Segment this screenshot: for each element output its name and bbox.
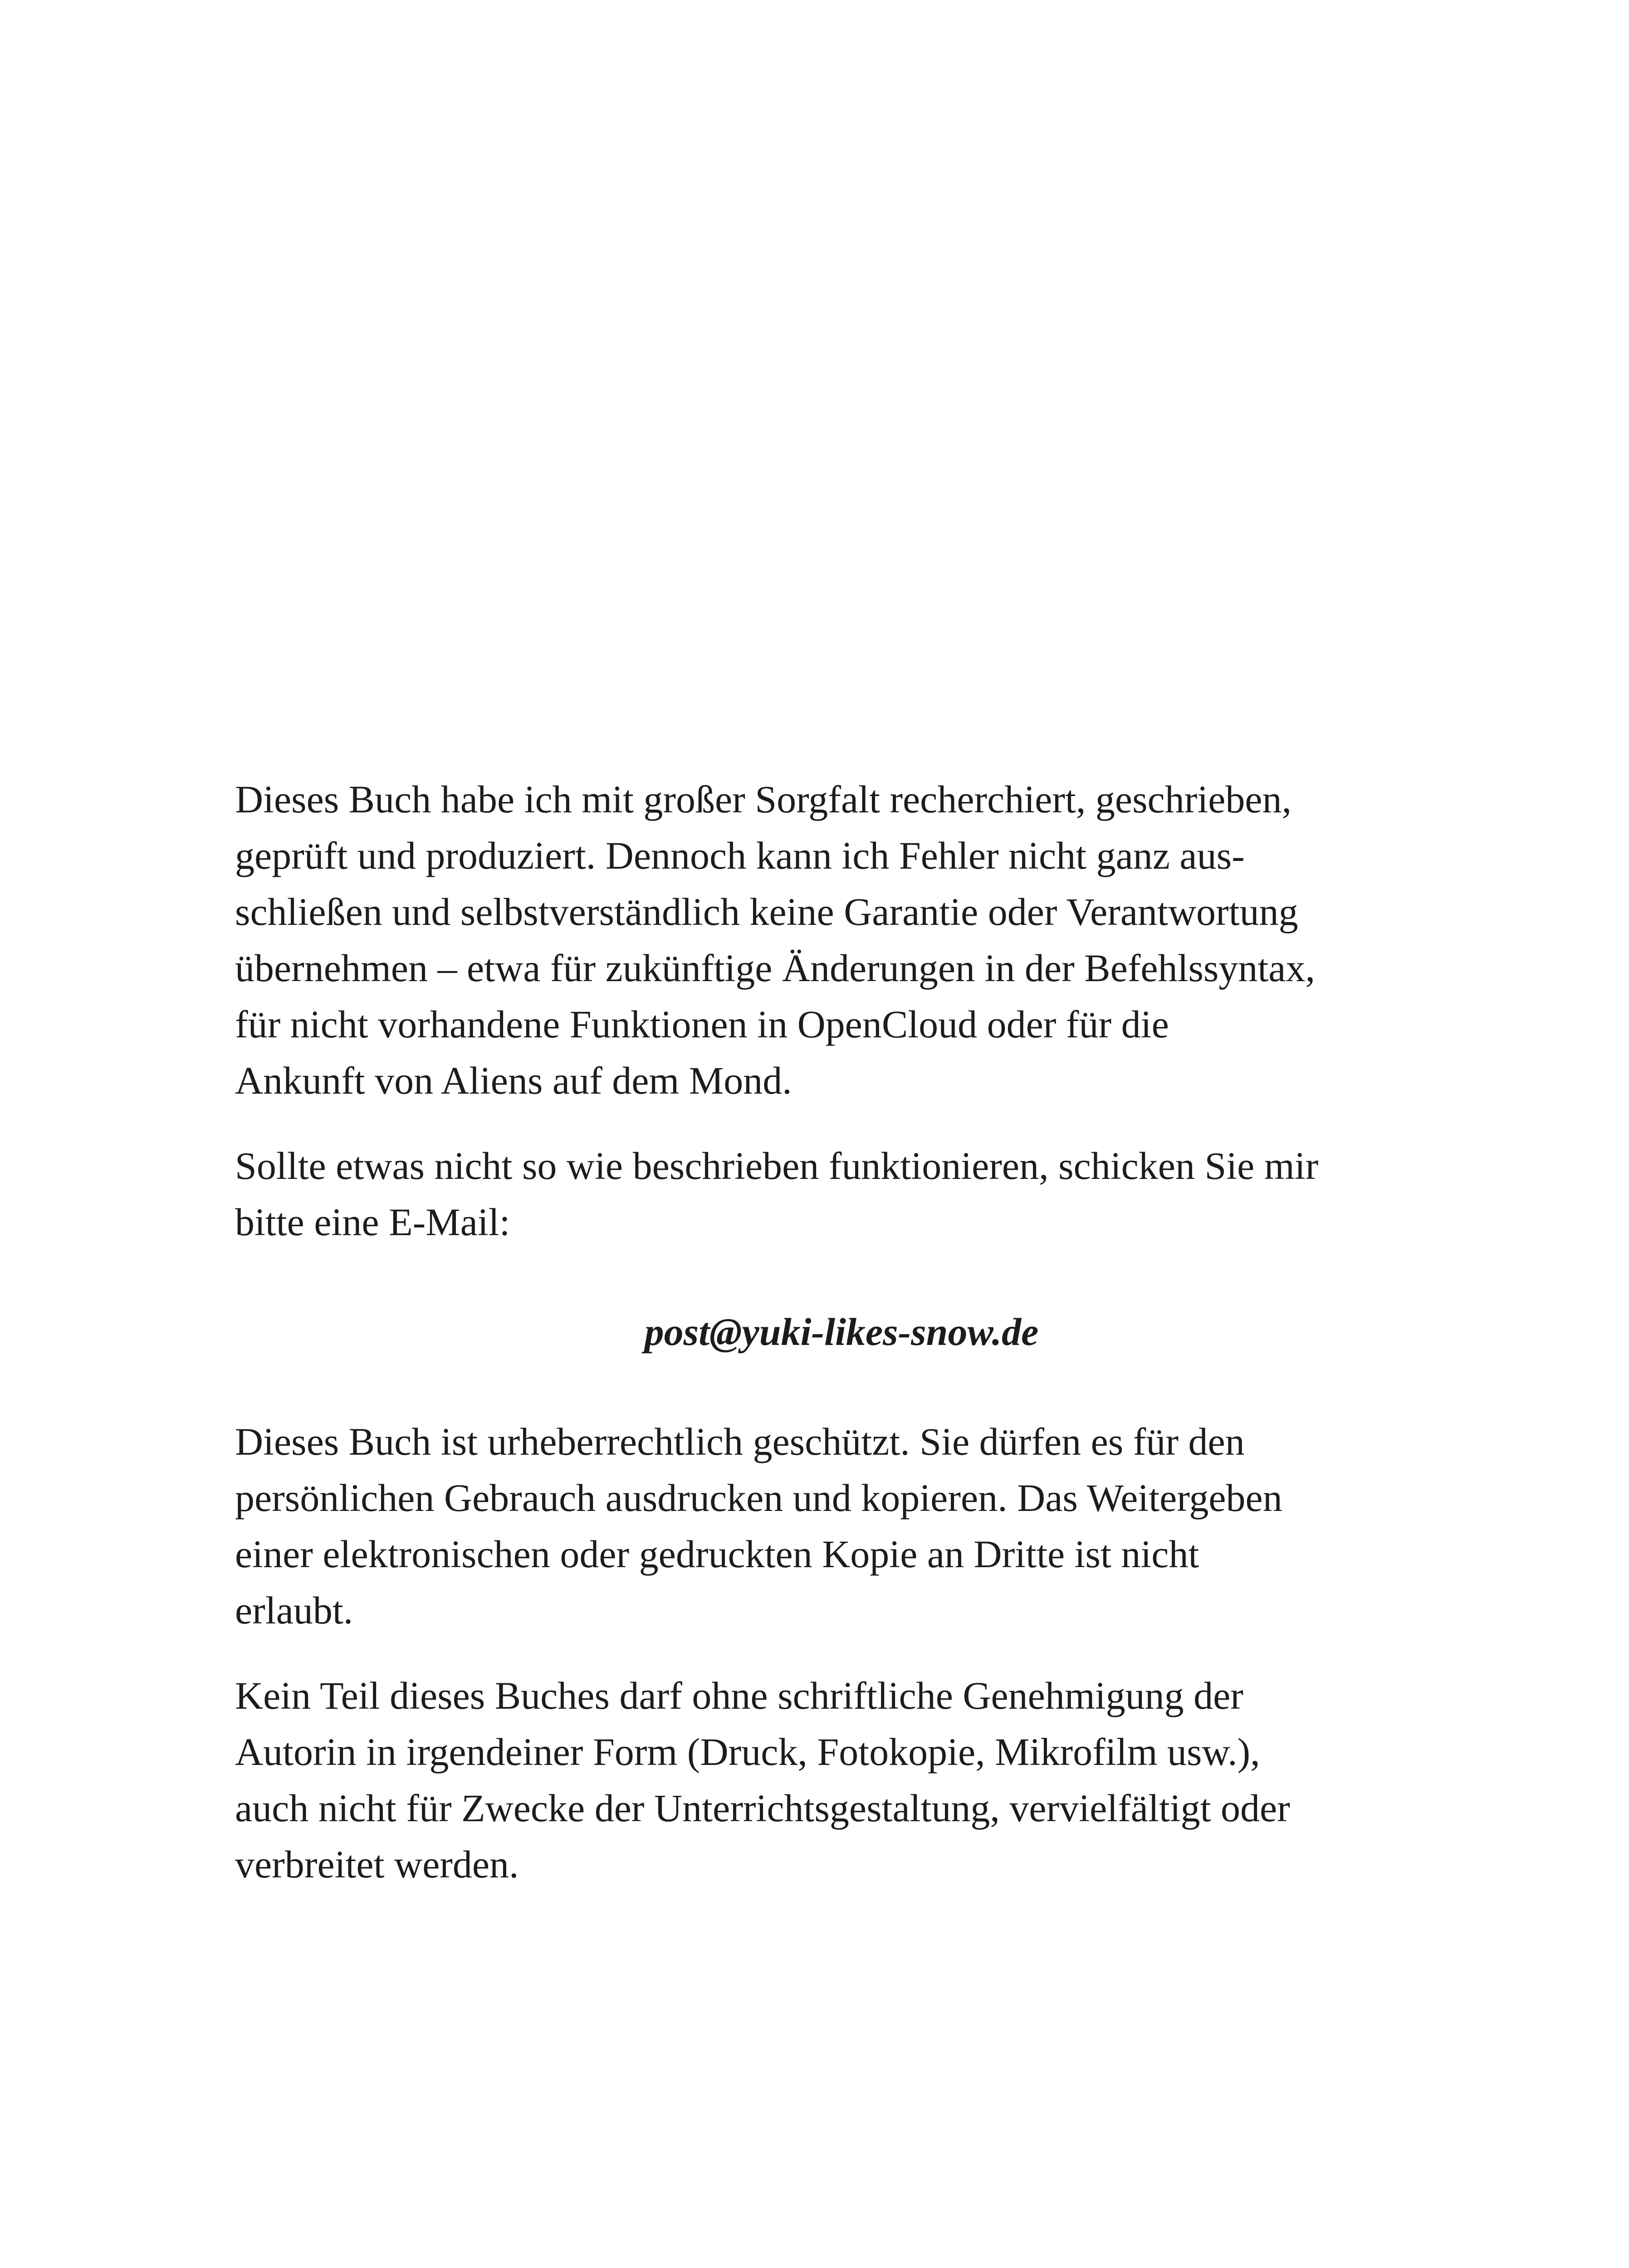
contact-email: post@yuki-likes-snow.de <box>644 1310 1039 1354</box>
disclaimer-line: übernehmen – etwa für zukünftige Änderungen in der Befehlssyntax, <box>235 946 1315 990</box>
copyright-line: persönlichen Gebrauch ausdrucken und kopieren. Das Weitergeben <box>235 1476 1282 1520</box>
paragraph-spacer <box>235 1360 1433 1413</box>
disclaimer-line: Ankunft von Aliens auf dem Mond. <box>235 1059 792 1102</box>
rights-line: Autorin in irgendeiner Form (Druck, Fotokopie, Mikrofilm usw.), <box>235 1730 1260 1774</box>
rights-line: Kein Teil dieses Buches darf ohne schriftliche Genehmigung der <box>235 1674 1243 1717</box>
paragraph-spacer <box>235 1638 1433 1667</box>
disclaimer-line: schließen und selbstverständlich keine Garantie oder Verantwortung <box>235 890 1298 934</box>
paragraph-spacer <box>235 1109 1433 1138</box>
copyright-line: Dieses Buch ist urheberrechtlich geschützt. Sie dürfen es für den <box>235 1420 1245 1463</box>
disclaimer-line: geprüft und produziert. Dennoch kann ich Fehler nicht ganz aus- <box>235 834 1245 877</box>
rights-line: verbreitet werden. <box>235 1843 519 1886</box>
contact-line: bitte eine E-Mail: <box>235 1200 510 1244</box>
rights-line: auch nicht für Zwecke der Unterrichtsgestaltung, vervielfältigt oder <box>235 1786 1290 1830</box>
copyright-paragraph <box>235 1413 1433 1638</box>
disclaimer-paragraph <box>235 771 1433 1109</box>
copyright-line: erlaubt. <box>235 1589 353 1632</box>
copyright-line: einer elektronischen oder gedruckten Kopie an Dritte ist nicht <box>235 1532 1199 1576</box>
paragraph-spacer <box>235 1250 1433 1304</box>
disclaimer-line: für nicht vorhandene Funktionen in OpenCloud oder für die <box>235 1002 1169 1046</box>
contact-paragraph <box>235 1138 1433 1250</box>
disclaimer-line: Dieses Buch habe ich mit großer Sorgfalt recherchiert, geschrieben, <box>235 777 1292 821</box>
contact-line: Sollte etwas nicht so wie beschrieben funktionieren, schicken Sie mir <box>235 1144 1319 1188</box>
rights-paragraph <box>235 1667 1433 1892</box>
legal-notice-text <box>235 771 1433 1892</box>
